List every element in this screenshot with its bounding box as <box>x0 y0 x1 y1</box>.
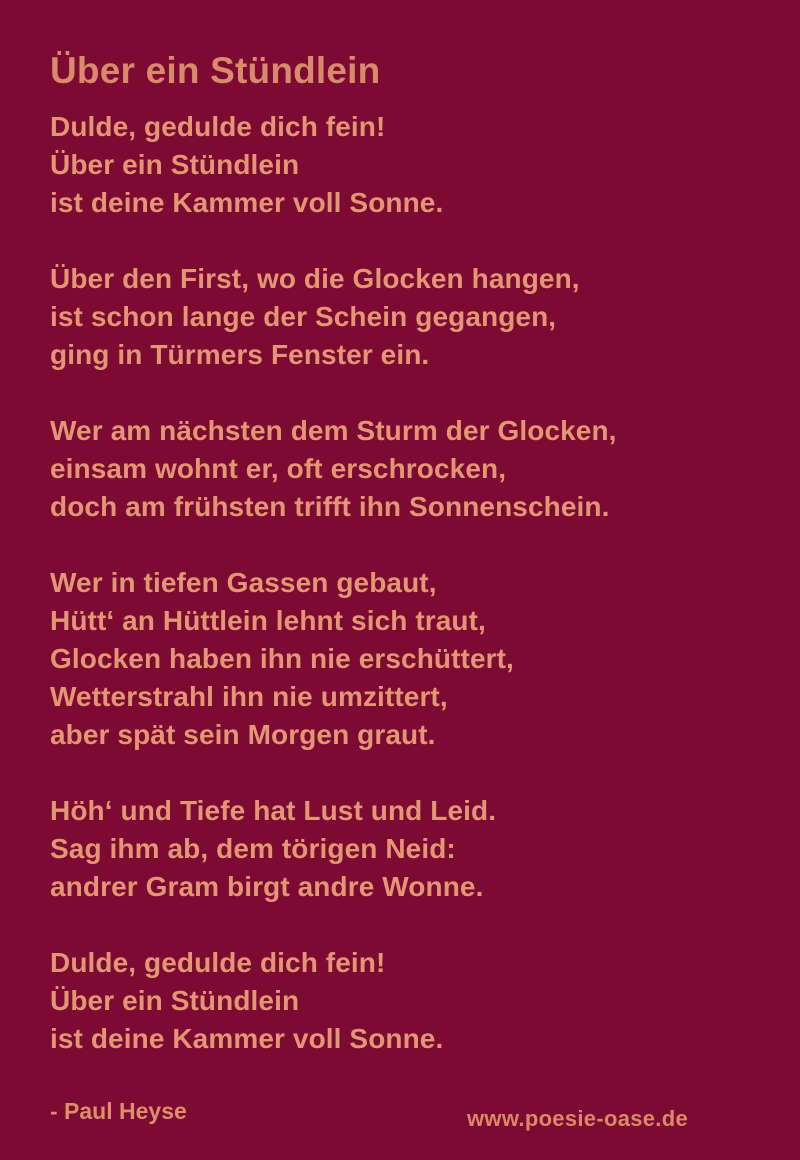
poem-line: aber spät sein Morgen graut. <box>50 719 436 750</box>
poem-title: Über ein Stündlein <box>50 50 381 91</box>
poem-line: doch am frühsten trifft ihn Sonnenschein. <box>50 491 610 522</box>
poem-line: einsam wohnt er, oft erschrocken, <box>50 453 507 484</box>
poem-line: Dulde, gedulde dich fein! <box>50 947 386 978</box>
stanza-1 <box>50 108 760 222</box>
poem-line: andrer Gram birgt andre Wonne. <box>50 871 484 902</box>
poem-line: ging in Türmers Fenster ein. <box>50 339 430 370</box>
poem-line: Sag ihm ab, dem törigen Neid: <box>50 833 456 864</box>
poem-line: Dulde, gedulde dich fein! <box>50 111 386 142</box>
poem-line: Glocken haben ihn nie erschüttert, <box>50 643 514 674</box>
poem-line: Über ein Stündlein <box>50 149 300 180</box>
poem-line: Wer am nächsten dem Sturm der Glocken, <box>50 415 617 446</box>
poem-line: Über ein Stündlein <box>50 985 300 1016</box>
website-url: www.poesie-oase.de <box>467 1106 688 1131</box>
poem-line: Wer in tiefen Gassen gebaut, <box>50 567 437 598</box>
poem-content <box>50 48 760 1126</box>
poem-line: ist deine Kammer voll Sonne. <box>50 187 444 218</box>
stanza-5 <box>50 792 760 906</box>
poem-author: - Paul Heyse <box>50 1098 187 1124</box>
poem-line: ist deine Kammer voll Sonne. <box>50 1023 444 1054</box>
stanza-2 <box>50 260 760 374</box>
poem-line: Höh‘ und Tiefe hat Lust und Leid. <box>50 795 497 826</box>
poem-line: Über den First, wo die Glocken hangen, <box>50 263 580 294</box>
poem-line: Hütt‘ an Hüttlein lehnt sich traut, <box>50 605 486 636</box>
poem-line: Wetterstrahl ihn nie umzittert, <box>50 681 448 712</box>
stanza-3 <box>50 412 760 526</box>
stanza-6 <box>50 944 760 1058</box>
stanza-4 <box>50 564 760 754</box>
poem-line: ist schon lange der Schein gegangen, <box>50 301 557 332</box>
